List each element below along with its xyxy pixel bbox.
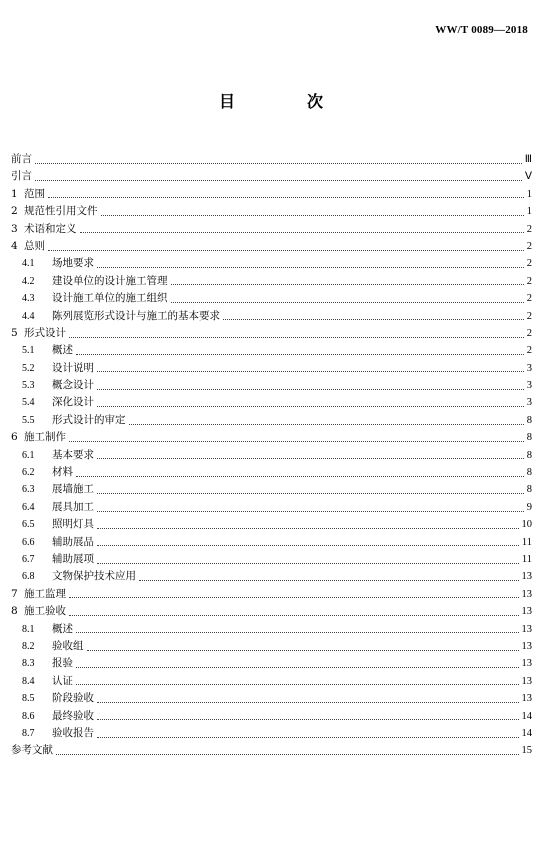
toc-dot-leader [80, 231, 524, 233]
toc-dot-leader [87, 649, 519, 651]
toc-entry-label: 最终验收 [52, 709, 94, 722]
toc-entry-number: 1 [11, 187, 18, 200]
toc-entry-label: 引言 [11, 170, 32, 183]
toc-entry-page-number: 8 [526, 467, 532, 479]
toc-entry[interactable] [11, 168, 532, 185]
toc-entry-number: 6.6 [22, 536, 35, 548]
toc-dot-leader [56, 753, 519, 755]
toc-entry-page-number: 2 [526, 293, 532, 305]
toc-entry-number: 6.7 [22, 553, 35, 565]
toc-entry-page-number: 13 [521, 623, 532, 635]
toc-entry-page-number: 2 [526, 275, 532, 287]
toc-entry-page-number: 3 [526, 362, 532, 374]
toc-entry-number: 5.4 [22, 397, 35, 409]
toc-entry-number: 4.1 [22, 258, 35, 270]
toc-entry-label: 规范性引用文件 [24, 205, 98, 218]
toc-entry[interactable] [11, 273, 532, 290]
toc-entry-page-number: 13 [521, 675, 532, 687]
toc-entry-page-number: 2 [526, 310, 532, 322]
toc-entry[interactable] [11, 151, 532, 168]
toc-entry-label: 建设单位的设计施工管理 [52, 274, 168, 287]
toc-entry[interactable] [11, 638, 532, 655]
toc-entry-page-number: 13 [521, 606, 532, 618]
toc-entry-number: 8.3 [22, 658, 35, 670]
toc-entry-label: 场地要求 [52, 257, 94, 270]
toc-entry-page-number: Ⅴ [524, 171, 532, 183]
toc-entry-label: 认证 [52, 674, 73, 687]
toc-entry[interactable] [11, 603, 532, 620]
toc-dot-leader [139, 579, 519, 581]
toc-dot-leader [97, 388, 524, 390]
toc-entry-label: 概念设计 [52, 379, 94, 392]
toc-entry-label: 文物保护技术应用 [52, 570, 136, 583]
toc-entry-page-number: 8 [526, 432, 532, 444]
toc-entry-page-number: 10 [521, 519, 532, 531]
toc-dot-leader [69, 336, 524, 338]
toc-entry-number: 8.4 [22, 675, 35, 687]
toc-entry-label: 陈列展览形式设计与施工的基本要求 [52, 309, 220, 322]
toc-entry-page-number: 3 [526, 380, 532, 392]
toc-entry-page-number: 9 [526, 501, 532, 513]
toc-entry-label: 照明灯具 [52, 518, 94, 531]
toc-entry[interactable] [11, 655, 532, 672]
toc-entry-label: 形式设计 [24, 326, 66, 339]
toc-entry-number: 8.2 [22, 640, 35, 652]
toc-entry-page-number: 14 [521, 727, 532, 739]
toc-entry-number: 2 [11, 205, 18, 218]
toc-entry-label: 验收组 [52, 639, 84, 652]
toc-entry-page-number: 3 [526, 397, 532, 409]
toc-entry[interactable] [11, 342, 532, 359]
toc-entry-number: 3 [11, 222, 18, 235]
toc-entry-label: 范围 [24, 187, 45, 200]
toc-entry-number: 8.6 [22, 710, 35, 722]
toc-entry-label: 基本要求 [52, 448, 94, 461]
toc-entry[interactable] [11, 481, 532, 498]
toc-entry-page-number: Ⅲ [524, 154, 532, 165]
toc-entry[interactable] [11, 412, 532, 429]
toc-dot-leader [76, 353, 524, 355]
toc-dot-leader [48, 196, 524, 198]
toc-dot-leader [223, 318, 524, 320]
toc-entry-page-number: 15 [521, 745, 532, 757]
toc-entry-page-number: 8 [526, 484, 532, 496]
toc-dot-leader [76, 683, 519, 685]
toc-entry-number: 6.3 [22, 484, 35, 496]
toc-dot-leader [171, 301, 524, 303]
toc-dot-leader [35, 179, 522, 181]
toc-title: 目 次 [218, 92, 351, 111]
toc-entry-number: 8.5 [22, 693, 35, 705]
toc-dot-leader [76, 475, 524, 477]
toc-entry-page-number: 2 [526, 240, 532, 252]
toc-entry[interactable] [11, 673, 532, 690]
toc-entry-label: 概述 [52, 344, 73, 357]
toc-entry-page-number: 11 [521, 553, 532, 565]
toc-entry[interactable] [11, 360, 532, 377]
toc-entry-page-number: 2 [526, 258, 532, 270]
toc-entry-number: 8 [11, 605, 18, 618]
toc-entry-number: 8.7 [22, 727, 35, 739]
toc-dot-leader [97, 544, 519, 546]
toc-entry-label: 施工制作 [24, 431, 66, 444]
toc-entry-label: 阶段验收 [52, 692, 94, 705]
toc-entry-label: 深化设计 [52, 396, 94, 409]
toc-entry[interactable] [11, 394, 532, 411]
toc-entry-label: 形式设计的审定 [52, 413, 126, 426]
toc-entry-label: 展墙施工 [52, 483, 94, 496]
toc-entry-page-number: 1 [526, 206, 532, 218]
toc-entry[interactable] [11, 203, 532, 220]
toc-entry-label: 设计施工单位的施工组织 [52, 292, 168, 305]
toc-entry-page-number: 1 [526, 188, 532, 200]
toc-entry-number: 5.1 [22, 345, 35, 357]
toc-entry-label: 前言 [11, 153, 32, 165]
toc-entry[interactable] [11, 690, 532, 707]
toc-entry-number: 5.3 [22, 380, 35, 392]
toc-dot-leader [97, 701, 519, 703]
toc-dot-leader [69, 440, 524, 442]
standard-code: WW/T 0089—2018 [435, 24, 528, 36]
toc-entry-page-number: 14 [521, 710, 532, 722]
toc-dot-leader [97, 492, 524, 494]
toc-dot-leader [129, 423, 524, 425]
toc-dot-leader [97, 266, 524, 268]
toc-entry-label: 总则 [24, 239, 45, 252]
toc-entry-number: 4 [11, 239, 18, 252]
toc-entry-page-number: 2 [526, 345, 532, 357]
toc-entry[interactable] [11, 534, 532, 551]
toc-entry-number: 5.2 [22, 362, 35, 374]
toc-entry-page-number: 8 [526, 414, 532, 426]
toc-entry[interactable] [11, 621, 532, 638]
toc-entry-number: 4.3 [22, 293, 35, 305]
toc-dot-leader [97, 457, 524, 459]
toc-entry[interactable] [11, 377, 532, 394]
toc-entry[interactable] [11, 586, 532, 603]
toc-entry-number: 6.5 [22, 519, 35, 531]
toc-dot-leader [69, 614, 519, 616]
toc-dot-leader [69, 596, 519, 598]
toc-entry-number: 6.1 [22, 449, 35, 461]
toc-entry-label: 展具加工 [52, 500, 94, 513]
toc-entry-page-number: 2 [526, 223, 532, 235]
toc-entry-page-number: 13 [521, 693, 532, 705]
toc-entry[interactable] [11, 429, 532, 446]
toc-entry-page-number: 8 [526, 449, 532, 461]
toc-dot-leader [97, 405, 524, 407]
toc-entry[interactable] [11, 447, 532, 464]
toc-entry-label: 辅助展品 [52, 535, 94, 548]
toc-dot-leader [48, 249, 524, 251]
toc-entry[interactable] [11, 186, 532, 203]
toc-entry-label: 术语和定义 [24, 222, 77, 235]
toc-entry-label: 参考文献 [11, 744, 53, 757]
toc-dot-leader [97, 510, 524, 512]
toc-dot-leader [97, 562, 519, 564]
toc-entry-page-number: 2 [526, 327, 532, 339]
toc-entry-label: 施工验收 [24, 605, 66, 618]
toc-dot-leader [97, 527, 519, 529]
toc-entry-label: 验收报告 [52, 726, 94, 739]
toc-dot-leader [35, 162, 522, 164]
toc-entry-number: 6.4 [22, 501, 35, 513]
toc-entry[interactable] [11, 238, 532, 255]
toc-entry-number: 7 [11, 587, 18, 600]
toc-entry-number: 5 [11, 326, 18, 339]
toc-entry[interactable] [11, 464, 532, 481]
toc-entry-page-number: 11 [521, 536, 532, 548]
toc-entry-label: 概述 [52, 622, 73, 635]
toc-entry-number: 6.8 [22, 571, 35, 583]
toc-dot-leader [97, 736, 519, 738]
toc-entry[interactable] [11, 516, 532, 533]
toc-dot-leader [101, 214, 524, 216]
toc-dot-leader [76, 666, 519, 668]
toc-entry-number: 8.1 [22, 623, 35, 635]
toc-entry[interactable] [11, 708, 532, 725]
toc-entry[interactable] [11, 325, 532, 342]
toc-entry[interactable] [11, 551, 532, 568]
toc-entry-number: 4.4 [22, 310, 35, 322]
toc-entry[interactable] [11, 742, 532, 759]
toc-entry-label: 辅助展项 [52, 552, 94, 565]
toc-entry-page-number: 13 [521, 640, 532, 652]
toc-entry-label: 设计说明 [52, 361, 94, 374]
toc-entry-number: 6.2 [22, 467, 35, 479]
toc-entry[interactable] [11, 255, 532, 272]
toc-entry-number: 4.2 [22, 275, 35, 287]
toc-entry-number: 5.5 [22, 414, 35, 426]
toc-entry-label: 材料 [52, 466, 73, 479]
toc-entry[interactable] [11, 499, 532, 516]
toc-entry-page-number: 13 [521, 588, 532, 600]
toc-dot-leader [97, 718, 519, 720]
toc-entry[interactable] [11, 290, 532, 307]
table-of-contents [11, 151, 532, 760]
toc-entry-label: 报验 [52, 657, 73, 670]
toc-dot-leader [171, 283, 524, 285]
toc-entry[interactable] [11, 308, 532, 325]
toc-entry[interactable] [11, 725, 532, 742]
toc-entry-page-number: 13 [521, 571, 532, 583]
toc-entry-label: 施工监理 [24, 587, 66, 600]
toc-dot-leader [97, 370, 524, 372]
toc-entry-number: 6 [11, 431, 18, 444]
toc-entry[interactable] [11, 221, 532, 238]
toc-entry[interactable] [11, 568, 532, 585]
toc-entry-page-number: 13 [521, 658, 532, 670]
toc-dot-leader [76, 631, 519, 633]
